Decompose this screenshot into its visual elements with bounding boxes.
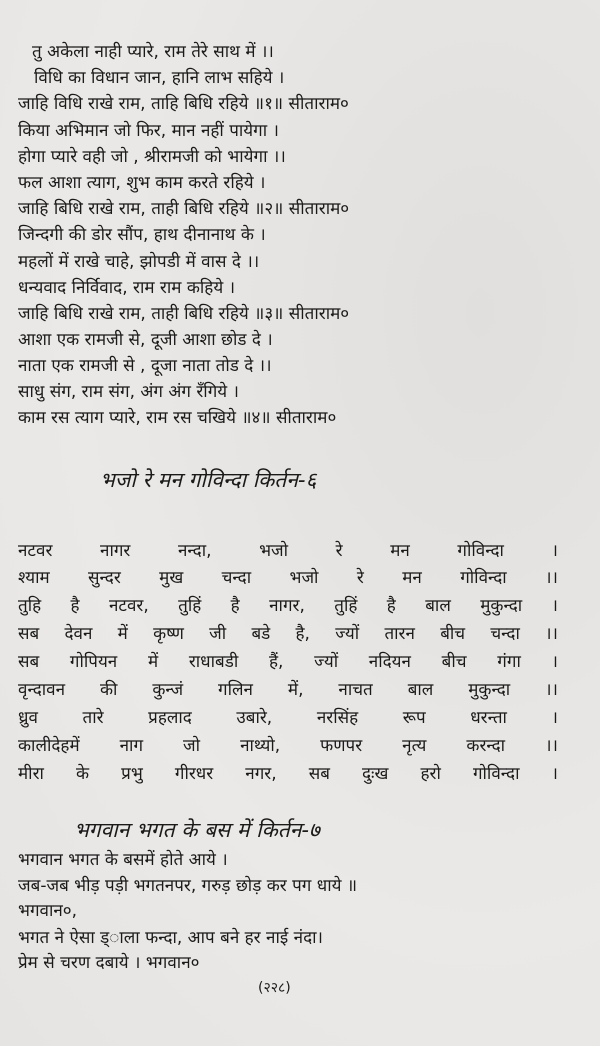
verse-line: काम रस त्याग प्यारे, राम रस चखिये ॥४॥ सीताराम० bbox=[18, 408, 337, 428]
verse-line: कालीदेहमें नाग जो नाथ्यो, फणपर नृत्य करन्दा ।। bbox=[18, 736, 558, 756]
verse-line: होगा प्यारे वही जो , श्रीरामजी को भायेगा ।। bbox=[18, 147, 286, 167]
page-number: (२२८) bbox=[258, 980, 291, 996]
verse-line: जिन्दगी की डोर सौंप, हाथ दीनानाथ के । bbox=[18, 225, 266, 245]
verse-line: भगवान भगत के बसमें होते आये । bbox=[18, 850, 228, 870]
verse-line: वृन्दावन की कुन्जं गलिन में, नाचत बाल मुकुन्दा ।। bbox=[18, 680, 558, 700]
verse-line: फल आशा त्याग, शुभ काम करते रहिये । bbox=[18, 173, 266, 193]
verse-line: ध्रुव तारे प्रहलाद उबारे, नरसिंह रूप धरन्ता । bbox=[18, 708, 558, 728]
verse-line: सब गोपियन में राधाबडी हैं, ज्यों नदियन बीच गंगा । bbox=[18, 652, 558, 672]
verse-line: महलों में राखे चाहे, झोपडी में वास दे ।। bbox=[18, 252, 260, 272]
verse-line: धन्यवाद निर्विवाद, राम राम कहिये । bbox=[18, 278, 236, 298]
verse-line: साधु संग, राम संग, अंग अंग रँगिये । bbox=[18, 382, 239, 402]
verse-line: भगत ने ऐसा ड्ाला फन्दा, आप बने हर नाई नंदा। bbox=[18, 928, 323, 948]
verse-line: किया अभिमान जो फिर, मान नहीं पायेगा । bbox=[18, 121, 279, 141]
verse-line: प्रेम से चरण दबाये । भगवान० bbox=[18, 953, 200, 973]
verse-line: जाहि बिधि राखे राम, ताही बिधि रहिये ॥२॥ सीताराम० bbox=[18, 199, 350, 219]
verse-line: नटवर नागर नन्दा, भजो रे मन गोविन्दा । bbox=[18, 541, 558, 561]
verse-line: नाता एक रामजी से , दूजा नाता तोड दे ।। bbox=[18, 356, 272, 376]
verse-line: भगवान०, bbox=[18, 901, 78, 921]
verse-line: जब-जब भीड़ पड़ी भगतनपर, गरुड़ छोड़ कर पग धाये ॥ bbox=[18, 876, 358, 896]
verse-line: श्याम सुन्दर मुख चन्दा भजो रे मन गोविन्दा ।। bbox=[18, 568, 558, 588]
verse-line: जाहि विधि राखे राम, ताहि बिधि रहिये ॥१॥ सीताराम० bbox=[18, 94, 349, 114]
verse-line: विधि का विधान जान, हानि लाभ सहिये । bbox=[34, 68, 285, 88]
section-heading: भजो रे मन गोविन्दा किर्तन-६ bbox=[100, 468, 317, 492]
verse-line: तुहि है नटवर, तुहिं है नागर, तुहिं है बाल मुकुन्दा । bbox=[18, 596, 558, 616]
verse-line: मीरा के प्रभु गीरधर नगर, सब दुःख हरो गोविन्दा । bbox=[18, 764, 558, 784]
verse-line: सब देवन में कृष्ण जी बडे है, ज्यों तारन बीच चन्दा ।। bbox=[18, 624, 558, 644]
section-heading: भगवान भगत के बस में किर्तन-७ bbox=[74, 818, 320, 842]
verse-line: तु अकेला नाही प्यारे, राम तेरे साथ में ।। bbox=[32, 42, 274, 62]
verse-line: जाहि बिधि राखे राम, ताही बिधि रहिये ॥३॥ सीताराम० bbox=[18, 304, 350, 324]
verse-line: आशा एक रामजी से, दूजी आशा छोड दे । bbox=[18, 330, 273, 350]
